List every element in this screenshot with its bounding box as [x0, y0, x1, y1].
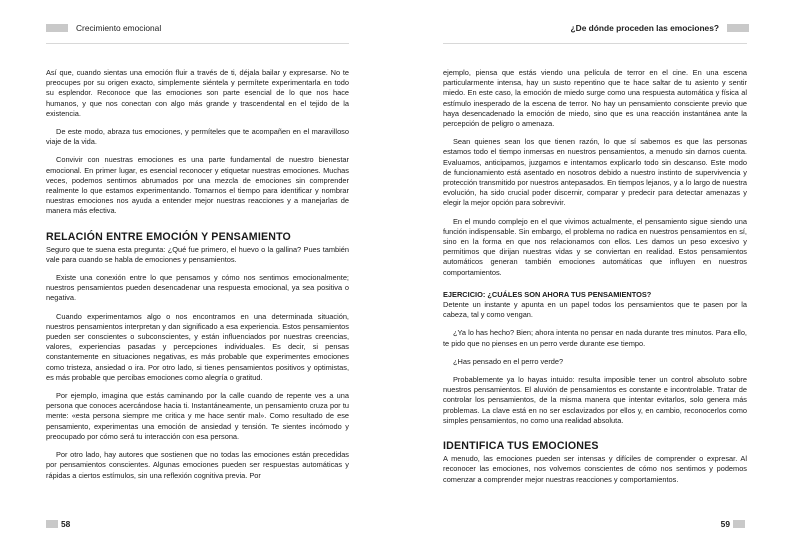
- footer-bar-decoration: [733, 520, 745, 528]
- header-rule: [443, 43, 747, 44]
- footer-bar-decoration: [46, 520, 58, 528]
- header-rule: [46, 43, 349, 44]
- paragraph: ¿Ya lo has hecho? Bien; ahora intenta no pensar en nada durante tres minutos. Para ello, te pido que no pienses en un perro verde durante ese tiempo.: [443, 328, 747, 348]
- left-page: [0, 0, 392, 556]
- paragraph: En el mundo complejo en el que vivimos actualmente, el pensamiento sigue siendo una función indispensable. Sin embargo, el problema no radica en nuestros pensamientos en sí, sino en la forma en que nos relacionamos con ellos. Les damos un peso excesivo y permitimos que dirijan nuestras vidas y se conviertan en realidad. Estos pensamientos automáticos generan también emociones automáticas que influyen en nuestros comportamientos.: [443, 216, 747, 277]
- paragraph: Sean quienes sean los que tienen razón, lo que sí sabemos es que las personas estamos todo el tiempo inmersas en nuestros pensamientos, a menudo sin darnos cuenta. Evaluamos, anticipamos, juzgamos e intentamos explicarlo todo sin descanso. Este modo de funcionamiento está asentado en nosotros debido a nuestro instinto de supervivencia y protección transmitido por nuestros antepasados. En tiempos lejanos, y a lo largo de nuestra evolución, ha sido crucial poder discernir, comparar y predecir para detectar amenazas y elegir la mejor opción para sobrevivir.: [443, 137, 747, 208]
- page-number: 59: [720, 519, 730, 529]
- paragraph: Convivir con nuestras emociones es una parte fundamental de nuestro bienestar emocional. En primer lugar, es esencial reconocer y etiquetar nuestras emociones. Muchas veces, podemos sentirnos abrumados por una mezcla de emociones sin comprender realmente lo que estamos experimentando. Tomarnos el tiempo para identificar y nombrar nuestras emociones nos ayuda a entender mejor nuestras reacciones y a manejarlas de manera más efectiva.: [46, 155, 349, 216]
- header-bar-decoration: [46, 24, 68, 32]
- paragraph: Así que, cuando sientas una emoción fluir a través de ti, déjala bailar y expresarse. No te preocupes por su origen exacto, simplemente siéntela y permítete experimentarla en todo su esplendor. Reconoce que las emociones son parte esencial de lo que nos hace humanos, y que nos conectan con algo más grande y trascendental en el tejido de la existencia.: [46, 68, 349, 118]
- running-header: [46, 23, 161, 33]
- section-heading: RELACIÓN ENTRE EMOCIÓN Y PENSAMIENTO: [46, 230, 292, 243]
- paragraph: Por ejemplo, imagina que estás caminando por la calle cuando de repente ves a una persona que conoces acercándose hacia ti. Instantáneamente, un pensamiento cruza por tu mente: «esta persona siempre me critica y me hace sentir mal». Como resultado de ese pensamiento, experimentas una emoción de ansiedad y tensión. Te sientes incómodo y preocupado por cómo será tu interacción con esa persona.: [46, 391, 349, 441]
- page-footer: [46, 519, 70, 529]
- paragraph: Existe una conexión entre lo que pensamos y cómo nos sentimos emocionalmente; nuestros pensamientos pueden desencadenar una respuesta emocional, ya sea positiva o negativa.: [46, 273, 349, 303]
- section-heading: IDENTIFICA TUS EMOCIONES: [443, 440, 599, 453]
- page-number: 58: [61, 519, 71, 529]
- page-body: [46, 68, 349, 489]
- header-bar-decoration: [727, 24, 749, 32]
- paragraph: A menudo, las emociones pueden ser intensas y difíciles de comprender o expresar. Al reconocer las emociones, nos volvemos conscientes de cómo nos sentimos y podemos comenzar a comprender mejor nuestras reacciones y comportamientos.: [443, 454, 747, 484]
- paragraph: Seguro que te suena esta pregunta: ¿Qué fue primero, el huevo o la gallina? Pues también vale para cuando se habla de emociones y pensamientos.: [46, 244, 349, 264]
- paragraph: Cuando experimentamos algo o nos encontramos en una determinada situación, nuestros pensamientos interpretan y dan significado a esa experiencia. Estos pensamientos pueden ser conscientes o subconscientes, y están influenciados por nuestras creencias, valores, experiencias pasadas y percepciones individuales. Es decir, si pensas constantemente en situaciones negativas, es más probable que experimentes emociones como tristeza, ansiedad o ira. Por otro lado, si tienes pensamientos positivos y optimistas, es más probable que percibas emociones como alegría o gratitud.: [46, 311, 349, 382]
- paragraph: De este modo, abraza tus emociones, y permíteles que te acompañen en el maravilloso viaje de la vida.: [46, 127, 349, 147]
- paragraph: ejemplo, piensa que estás viendo una película de terror en el cine. En una escena particularmente intensa, hay un susto repentino que te hace saltar de tu asiento y sentir miedo. En este caso, la emoción de miedo surge como una respuesta automática y física al estímulo inesperado de la escena de terror. No hay un pensamiento consciente previo que haya desencadenado la emoción de miedo, sino que es una reacción instantánea ante la percepción de peligro o amenaza.: [443, 68, 747, 129]
- running-header: [571, 23, 749, 33]
- paragraph: Detente un instante y apunta en un papel todos los pensamientos que te pasen por la cabeza, tal y como vengan.: [443, 300, 747, 320]
- running-header-text: ¿De dónde proceden las emociones?: [570, 23, 719, 33]
- running-header-text: Crecimiento emocional: [76, 23, 162, 33]
- page-body: [443, 68, 747, 493]
- page-footer: [721, 519, 745, 529]
- paragraph: ¿Has pensado en el perro verde?: [453, 356, 564, 366]
- paragraph: Probablemente ya lo hayas intuido: resulta imposible tener un control absoluto sobre nuestros pensamientos. El aluvión de pensamientos es constante e incontrolable. Tratar de controlar los pensamientos, de la misma manera que intentar evitarlos, solo genera más problemas. La clave está en no ser esclavizados por ellos y, en cambio, reconocerlos como simples pensamientos, no como una realidad absoluta.: [443, 375, 747, 425]
- exercise-heading: EJERCICIO: ¿CUÁLES SON AHORA TUS PENSAMIENTOS?: [443, 289, 652, 299]
- right-page: [393, 0, 785, 556]
- paragraph: Por otro lado, hay autores que sostienen que no todas las emociones están precedidas por pensamientos conscientes. Algunas emociones pueden ser respuestas automáticas y rápidas a ciertos estímulos, sin una reflexión cognitiva previa. Por: [46, 450, 349, 480]
